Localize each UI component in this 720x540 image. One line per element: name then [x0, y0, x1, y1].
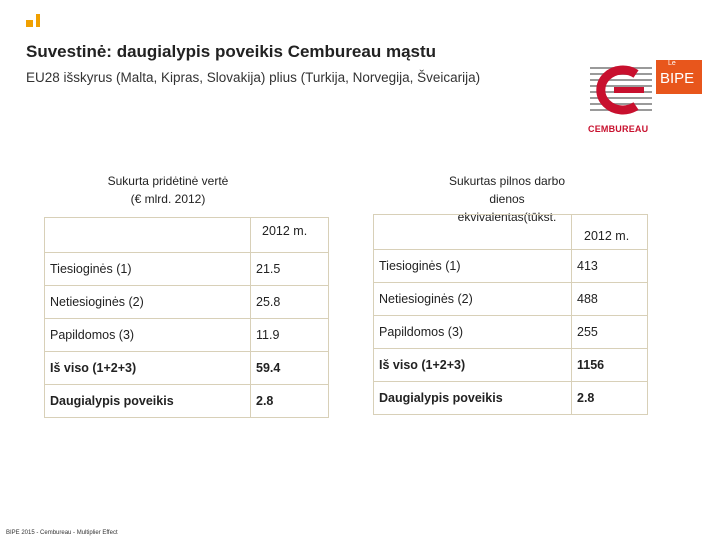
row-value: 1156: [572, 349, 648, 382]
right-panel-title-line1: Sukurtas pilnos darbo: [448, 174, 566, 188]
row-value: 413: [572, 250, 648, 283]
row-label: Iš viso (1+2+3): [374, 349, 572, 382]
cembureau-logo: [584, 60, 658, 140]
bipe-logo-text: BIPE: [660, 70, 695, 87]
page-title: Suvestinė: daugialypis poveikis Cembureau mąstu: [26, 42, 437, 61]
row-label: Tiesioginės (1): [374, 250, 572, 283]
employment-table: [373, 214, 648, 415]
row-value: 488: [572, 283, 648, 316]
row-label: Papildomos (3): [374, 316, 572, 349]
table-row: [374, 283, 648, 316]
page-subtitle: EU28 išskyrus (Malta, Kipras, Slovakija) plius (Turkija, Norvegija, Šveicarija): [26, 70, 481, 85]
table-row: [45, 385, 329, 418]
row-value: 21.5: [251, 253, 329, 286]
row-label: Netiesioginės (2): [374, 283, 572, 316]
left-column-header: 2012 m.: [262, 224, 308, 238]
row-label: Daugialypis poveikis: [374, 382, 572, 415]
left-panel-title: [88, 172, 248, 208]
brand-mark-icon: [26, 14, 42, 28]
right-panel-title-line3: ekvivalentas(tūkst.: [457, 210, 557, 224]
row-value: 25.8: [251, 286, 329, 319]
row-label: Papildomos (3): [45, 319, 251, 352]
row-value: 59.4: [251, 352, 329, 385]
table-row: [45, 352, 329, 385]
row-label: Iš viso (1+2+3): [45, 352, 251, 385]
cembureau-wordmark: CEMBUREAU: [588, 124, 649, 134]
row-label: Tiesioginės (1): [45, 253, 251, 286]
bipe-logo: [656, 60, 702, 94]
right-panel-title-line2: dienos: [489, 192, 525, 206]
row-value: 255: [572, 316, 648, 349]
row-value: 11.9: [251, 319, 329, 352]
value-added-table: [44, 217, 329, 418]
table-row: [374, 349, 648, 382]
table-row: [45, 253, 329, 286]
footer-source: BIPE 2015 - Cembureau - Multiplier Effect: [6, 530, 118, 536]
table-row: [374, 316, 648, 349]
table-row: [374, 382, 648, 415]
table-row: [45, 286, 329, 319]
row-value: 2.8: [572, 382, 648, 415]
bipe-logo-prefix: Le: [668, 60, 676, 67]
row-label: Daugialypis poveikis: [45, 385, 251, 418]
left-panel-title-line2: (€ mlrd. 2012): [130, 192, 206, 206]
right-panel-title: [432, 172, 582, 224]
table-row: [374, 250, 648, 283]
cembureau-emblem-icon: [584, 60, 658, 124]
table-row: [45, 319, 329, 352]
right-column-header: 2012 m.: [584, 229, 630, 243]
row-value: 2.8: [251, 385, 329, 418]
row-label: Netiesioginės (2): [45, 286, 251, 319]
left-panel-title-line1: Sukurta pridėtinė vertė: [107, 174, 229, 188]
